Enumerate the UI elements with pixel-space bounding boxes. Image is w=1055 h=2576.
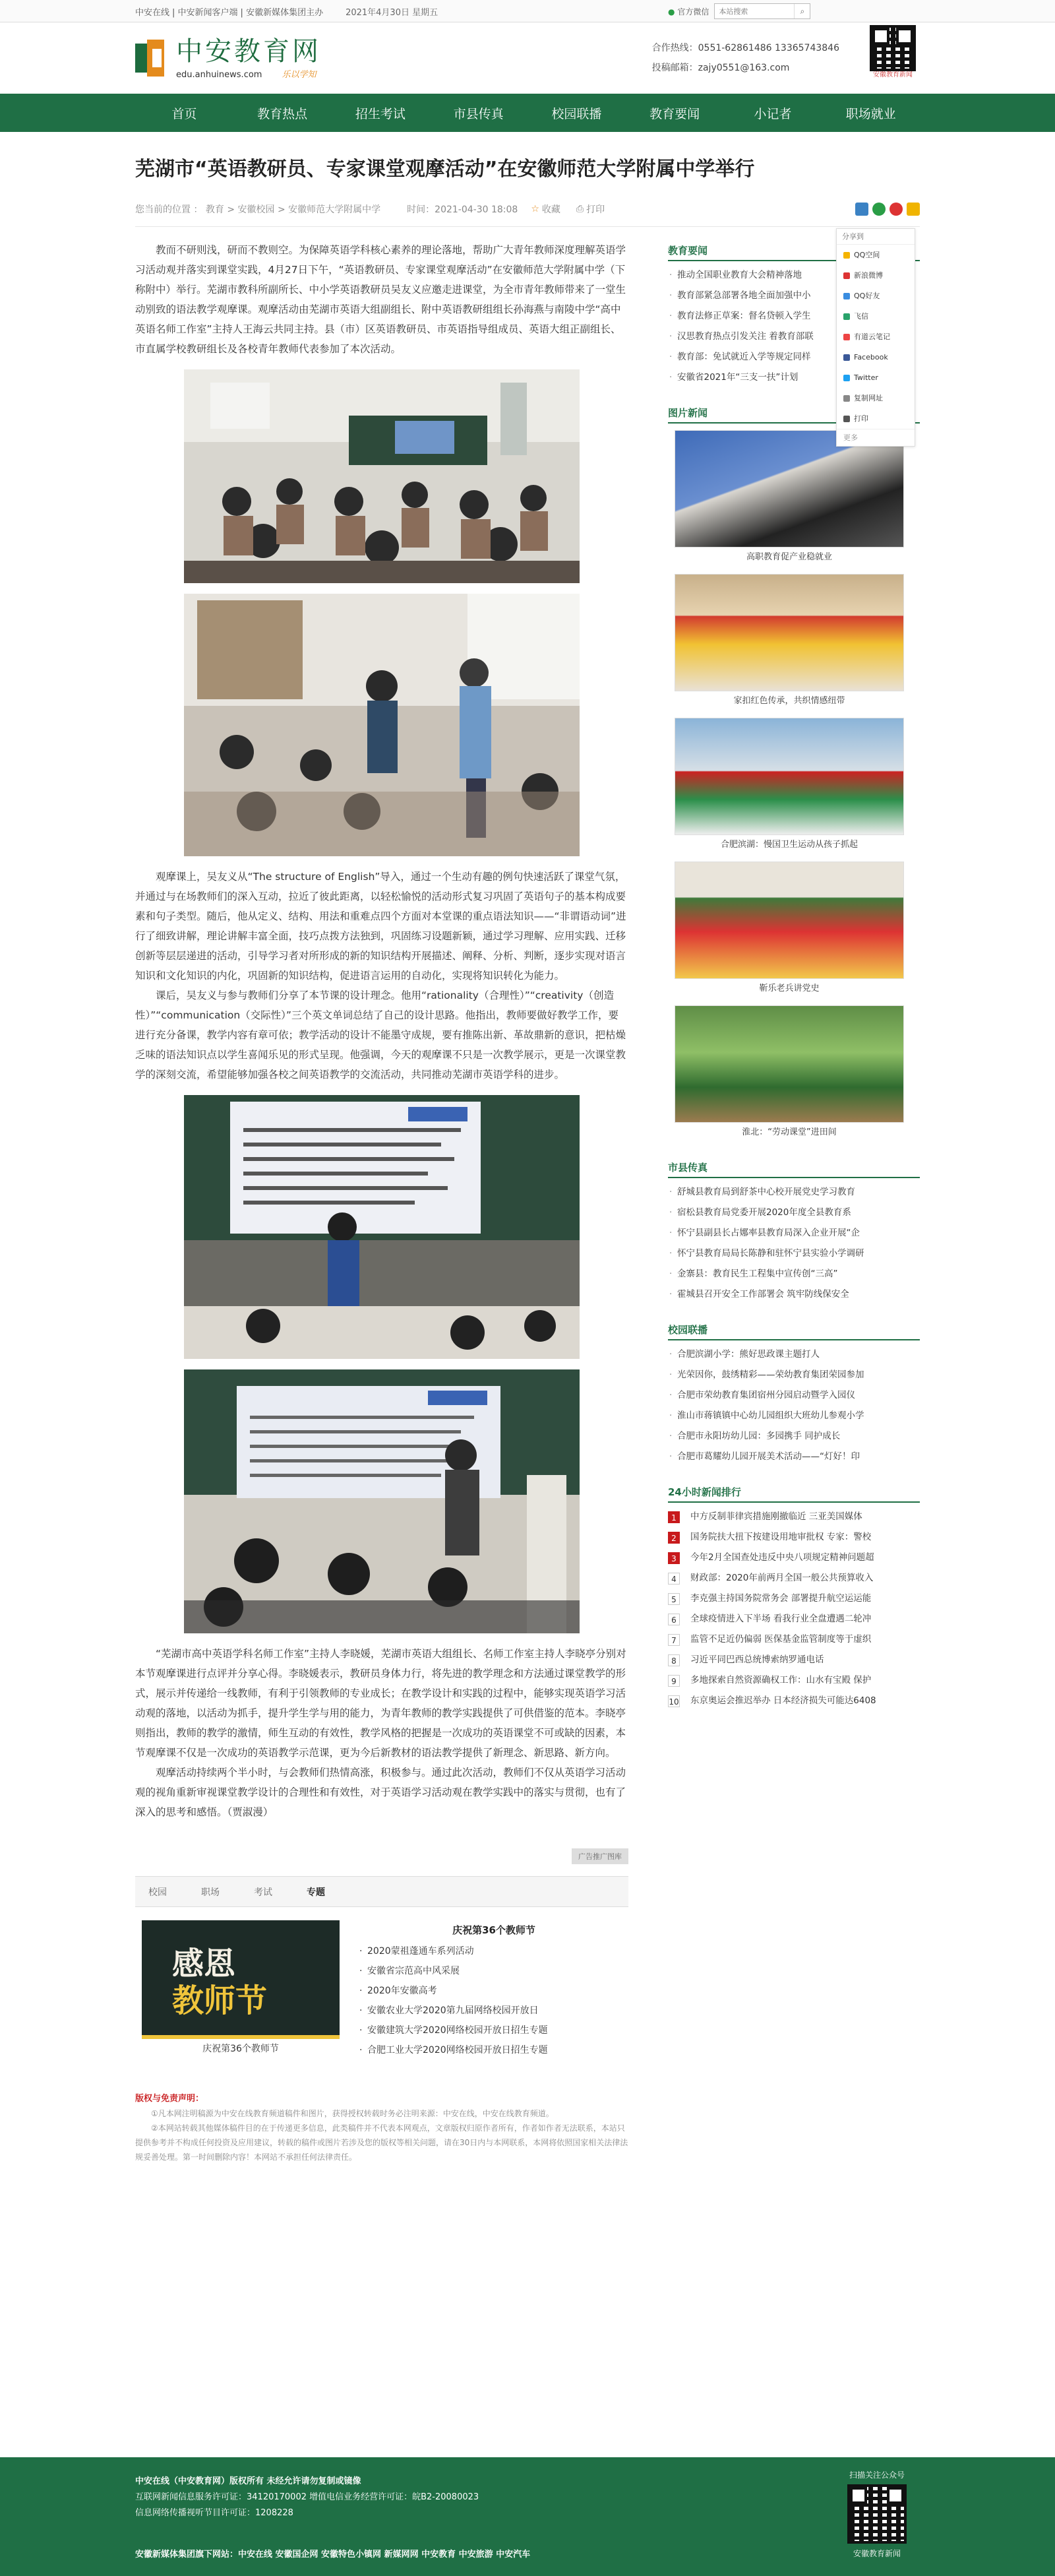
- contact-info: [652, 38, 839, 78]
- sidebar-news-item[interactable]: · 教育部：免试就近入学等规定同样: [668, 347, 920, 367]
- search-button[interactable]: [794, 4, 810, 18]
- fetion-icon: [843, 313, 850, 320]
- logo-mark-icon: [135, 40, 169, 77]
- top-bar: [0, 0, 1055, 22]
- sidebar-city-item[interactable]: · 怀宁县教育局局长陈静和驻怀宁县实验小学调研: [668, 1243, 920, 1264]
- qr-code-icon: [847, 2484, 907, 2544]
- rank-item[interactable]: [668, 1609, 920, 1629]
- photo-thumbnail: [675, 718, 904, 835]
- weibo-icon: [843, 272, 850, 279]
- youdao-icon: [843, 334, 850, 340]
- rank-number: 1: [668, 1511, 680, 1523]
- article-photo: [184, 369, 580, 583]
- special-list-item[interactable]: · 安徽省宗范高中风采展: [359, 1961, 628, 1981]
- sidebar-campus-item[interactable]: · 淮山市蒋镇镇中心幼儿园组织大班幼儿参观小学: [668, 1406, 920, 1426]
- email: 投稿邮箱：zajy0551@163.com: [651, 63, 790, 73]
- sidebar-photos: [668, 402, 920, 1143]
- sidebar-campus-item[interactable]: · 光荣因你，鼓绣精彩——荣幼教育集团荣园参加: [668, 1365, 920, 1385]
- ad-label-text: 广告推广图库: [572, 1848, 628, 1864]
- photo-news-item[interactable]: [675, 574, 904, 711]
- rank-item[interactable]: [668, 1670, 920, 1691]
- rank-title: 中方反制菲律宾措施刚撤临近 三亚美国媒体: [690, 1511, 862, 1522]
- sidebar-city-title[interactable]: 市县传真: [668, 1162, 708, 1174]
- star-icon: ☆: [531, 203, 539, 214]
- article-column: [135, 240, 628, 2164]
- sidebar-news-item[interactable]: · 汉思教育热点引发关注 着教育部联: [668, 327, 920, 347]
- main-wrap: [135, 153, 920, 2164]
- rank-title: 李克强主持国务院常务会 部署提升航空运运能: [690, 1593, 872, 1604]
- wechat-share-icon[interactable]: [872, 203, 886, 216]
- special-image[interactable]: [142, 1920, 340, 2039]
- top-links: 中安在线 | 中安新闻客户端 | 安徽新媒体集团主办: [135, 7, 324, 18]
- top-date: 2021年4月30日 星期五: [346, 7, 438, 18]
- rank-number: 5: [668, 1593, 680, 1605]
- special-list-item[interactable]: · 2020年安徽高考: [359, 1981, 628, 2001]
- favorite-label: 收藏: [541, 204, 560, 215]
- weixin-label: 官方微信: [677, 7, 709, 16]
- sidebar-campus-item[interactable]: · 合肥市葛耀幼儿园开展美术活动——“灯好！印: [668, 1447, 920, 1467]
- photo-caption: 高职教育促产业稳就业: [746, 552, 832, 562]
- article-body: [135, 240, 628, 1822]
- rank-title: 今年2月全国查处违反中央八项规定精神问题超: [690, 1552, 874, 1563]
- sidebar: [668, 240, 920, 2164]
- sidebar-campus-item[interactable]: · 合肥市永阳坊幼儿园：多园携手 同护成长: [668, 1426, 920, 1447]
- special-caption: 庆祝第36个教师节: [202, 2044, 279, 2054]
- footer-qr-title: 扫描关注公众号: [849, 2470, 905, 2480]
- facebook-icon: [843, 354, 850, 361]
- top-link[interactable]: 安徽新媒体集团主办: [246, 7, 324, 18]
- article-paragraph: 课后，吴友义与参与教师们分享了本节课的设计理念。他用“rationality（合理性）”“creativity（创造性）”“communication（交际性）”三个英文单词总结了自己的设计思路。他指出，教师要做好教学工作，要进行充分备课，教学内容有章可依；教学活动的设计不能墨守成规，要有推陈出新、革故鼎新的意识，把枯燥乏味的语法知识点以学生喜闻乐见的形式呈现。他强调，今天的观摩课不只是一次教学展示，更是一次课堂教学的深刻交流，希望能够加强各校之间英语教学的交流活动，共同推动芜湖市英语学科的进步。: [135, 990, 626, 1081]
- rank-item[interactable]: [668, 1588, 920, 1609]
- photo-thumbnail: [675, 574, 904, 691]
- rank-number: 6: [668, 1614, 680, 1625]
- site-header: [0, 22, 1055, 94]
- publish-time: 时间：2021-04-30 18:08: [407, 204, 518, 215]
- share-item-weibo[interactable]: [837, 265, 915, 286]
- share-item-qzone[interactable]: [837, 245, 915, 265]
- rank-item[interactable]: [668, 1650, 920, 1670]
- nav-item-home[interactable]: 首页: [171, 106, 197, 121]
- print-label: 打印: [586, 204, 605, 215]
- nav-item-career[interactable]: 职场就业: [845, 106, 896, 121]
- sidebar-city-item[interactable]: · 怀宁县副县长占娜率县教育局深入企业开展“企: [668, 1223, 920, 1243]
- qr-code-icon: [870, 25, 916, 71]
- rank-title: 东京奥运会推迟举办 日本经济损失可能达6408: [690, 1695, 876, 1706]
- logo-domain: edu.anhuinews.com: [176, 69, 262, 80]
- share-item-copy[interactable]: [837, 388, 915, 408]
- share-item-label: Twitter: [854, 373, 878, 382]
- nav-item-city[interactable]: 市县传真: [453, 106, 504, 121]
- sidebar-news-item[interactable]: · 教育法修正草案：督名贷顿入学生: [668, 306, 920, 327]
- footer-qr-caption: 安徽教育新闻: [853, 2549, 901, 2558]
- share-item-label: 复制网址: [854, 394, 883, 402]
- share-item-twitter[interactable]: [837, 367, 915, 388]
- rank-title: 国务院扶大扭下按建设用地审批权 专家：警校: [690, 1532, 872, 1542]
- link-icon: [843, 395, 850, 402]
- footer-nav[interactable]: 安徽新媒体集团旗下网站：中安在线 安徽国企网 安徽特色小镇网 新媒网网 中安教育 中安旅游 中安汽车: [135, 2550, 531, 2560]
- rank-number: 7: [668, 1634, 680, 1646]
- share-item-fetion[interactable]: [837, 306, 915, 327]
- qr-caption: 安徽教育新闻: [873, 71, 913, 79]
- sidebar-city-item[interactable]: · 霍城县召开安全工作部署会 筑牢防线保安全: [668, 1284, 920, 1305]
- special-list: [359, 1920, 628, 2060]
- tab-career[interactable]: 职场: [201, 1887, 220, 1898]
- header-qr: [866, 25, 920, 91]
- article-paragraph: 教而不研则浅，研而不教则空。为保障英语学科核心素养的理论落地，帮助广大青年教师深度理解英语学习活动观并落实到课堂实践，4月27日下午，“英语教研员、专家课堂观摩活动”在安徽师范大学附属中学（下称附中）举行。芜湖市教科所副所长、中小学英语教研员吴友义应邀走进课堂，为全市青年教师带来了一堂生动别致的语法教学观摩课。观摩活动由芜湖市英语大组副组长、附中英语教研组组长孙海燕与南陵中学“高中英语名师工作室”主持人王海云共同主持。县（市）区英语教研员、市英语指导组成员、英语大组正副组长、市直属学校教研组长及各校青年教师代表参加了本次活动。: [135, 244, 626, 355]
- rank-number: 2: [668, 1532, 680, 1544]
- top-link[interactable]: 中安新闻客户端: [177, 7, 238, 18]
- search-icon: ⌕: [800, 6, 805, 16]
- article-paragraph: 观摩课上，吴友义从“The structure of English”导入，通过一个生动有趣的例句快速活跃了课堂气氛，并通过与在场教师们的深入互动，拉近了彼此距离，以轻松愉悦的活动形式复习巩固了英语句子的基本构成要素和句子类型。随后，他从定义、结构、用法和重难点四个方面对本堂课的重点语法知识——“非谓语动词”进行了细致讲解，理论讲解丰富全面，技巧点拨方法独到，巩固练习设题新颖，通过学习理解、应用实践、迁移创新等层层递进的活动，引导学习者对所形成的新的知识结构开展描述、阐释、分析、判断，逐步实现对语言知识和文化知识的内化，巩固新的知识结构，促进语言运用的自动化，实现将知识转化为能力。: [135, 871, 626, 982]
- breadcrumb[interactable]: 您当前的位置 ： 教育 > 安徽校园 > 安徽师范大学附属中学: [135, 204, 381, 215]
- bottom-tabs: [135, 1876, 628, 2060]
- sidebar-city: [668, 1157, 920, 1305]
- sidebar-city-item[interactable]: · 舒城县教育局到舒茶中心校开展党史学习教育: [668, 1182, 920, 1203]
- rank-number: 9: [668, 1675, 680, 1687]
- photo-caption: 合肥滨湖：慢国卫生运动从孩子抓起: [720, 840, 858, 850]
- photo-thumbnail: [675, 862, 904, 979]
- article-meta: [135, 191, 920, 227]
- rank-title: 财政部：2020年前两月全国一般公共预算收入: [690, 1573, 874, 1583]
- footer-line: 信息网络传播视听节目许可证：1208228: [135, 2508, 293, 2518]
- rank-item[interactable]: [668, 1629, 920, 1650]
- sidebar-city-item[interactable]: · 宿松县教育局党委开展2020年度全县教育系: [668, 1203, 920, 1223]
- rank-number: 4: [668, 1573, 680, 1585]
- copyright-title: 版权与免责声明：: [135, 2094, 204, 2104]
- photo-caption: 淮北：“劳动课堂”进田间: [742, 1127, 837, 1137]
- photo-thumbnail: [675, 430, 904, 548]
- share-item-facebook[interactable]: [837, 347, 915, 367]
- rank-title: 监管不足近仍偏弱 医保基金监管制度等于虚织: [690, 1634, 872, 1645]
- special-image-line1: 感恩: [172, 1945, 236, 1982]
- top-link[interactable]: 中安在线: [135, 7, 170, 18]
- rank-title: 全球疫情进入下半场 看我行业全盘遭遇二轮冲: [690, 1614, 872, 1624]
- photo-caption: 靳乐老兵讲党史: [759, 984, 820, 993]
- footer-qr: [847, 2469, 907, 2559]
- rank-title: 习近平同巴西总统博索纳罗通电话: [690, 1654, 824, 1665]
- rank-title: 多地探索自然资源确权工作：山水有宝殿 保护: [690, 1675, 872, 1685]
- twitter-icon: [843, 375, 850, 381]
- share-item-label: 有道云笔记: [854, 332, 890, 341]
- share-item-label: QQ好友: [854, 292, 880, 300]
- nav-item-reporter[interactable]: 小记者: [754, 106, 792, 121]
- share-more[interactable]: 更多: [837, 429, 915, 446]
- tab-campus[interactable]: 校园: [148, 1887, 167, 1898]
- rank-item[interactable]: [668, 1507, 920, 1527]
- share-item-print[interactable]: [837, 408, 915, 429]
- print-button[interactable]: [576, 203, 605, 216]
- sidebar-rank: [668, 1482, 920, 1711]
- sidebar-news-item[interactable]: · 推动全国职业教育大会精神落地: [668, 265, 920, 286]
- footer-line: 中安在线（中安教育网）版权所有 未经允许请勿复制或镜像: [135, 2476, 361, 2486]
- logo-slogan: 乐以学知: [282, 69, 316, 80]
- printer-icon: ⎙: [576, 203, 584, 214]
- copyright-line: ②本网站转载其他媒体稿件目的在于传递更多信息，此类稿件并不代表本网观点，文章版权归原作者所有，作者如作者无法联系，本站只提供参考并不构成任何投资及应用建议，转载的稿件或图片若涉及您的版权等相关问题，请在30日内与本网联系，本网将依照国家相关法律法规妥善处理。第一时间删除内容！本网站不承担任何法律责任。: [135, 2123, 628, 2162]
- sidebar-news-title[interactable]: 教育要闻: [668, 245, 708, 257]
- tab-special[interactable]: 专题: [307, 1887, 325, 1898]
- share-item-label: Facebook: [854, 353, 888, 361]
- search-input[interactable]: [715, 4, 794, 18]
- weixin-link[interactable]: [668, 6, 709, 17]
- nav-item-exam[interactable]: 招生考试: [355, 106, 406, 121]
- copyright-notice: [135, 2092, 628, 2164]
- star-share-icon[interactable]: [907, 203, 920, 216]
- share-item-label: QQ空间: [854, 251, 880, 259]
- search-box: [714, 3, 810, 19]
- nav-item-campus[interactable]: 校园联播: [551, 106, 602, 121]
- special-panel: [135, 1907, 628, 2060]
- article-photo: [184, 594, 580, 856]
- special-list-item[interactable]: · 安徽建筑大学2020网络校园开放日招生专题: [359, 2021, 628, 2040]
- sidebar-campus: [668, 1319, 920, 1467]
- qq-icon: [843, 293, 850, 299]
- article-title: 芜湖市“英语教研员、专家课堂观摩活动”在安徽师范大学附属中学举行: [135, 158, 755, 181]
- article-photo: [184, 1369, 580, 1633]
- photo-news-item[interactable]: [675, 430, 904, 567]
- photo-caption: 家扣红色传承，共织情感纽带: [733, 696, 845, 706]
- share-item-qq[interactable]: [837, 286, 915, 306]
- hotline: 合作热线：0551-62861486 13365743846: [651, 43, 839, 53]
- site-footer: [0, 2457, 1055, 2576]
- share-popup: [836, 228, 915, 447]
- sidebar-news-item[interactable]: · 安徽省2021年“三支一扶”计划: [668, 367, 920, 388]
- copyright-line: ①凡本网注明稿源为中安在线教育频道稿件和图片，获得授权转载时务必注明来源：中安在线，中安在线教育频道。: [151, 2109, 554, 2118]
- tab-exam[interactable]: 考试: [254, 1887, 272, 1898]
- article-paragraph: 观摩活动持续两个半小时，与会教师们热情高涨，积极参与。通过此次活动，教师们不仅从英语学习活动观的视角重新审视课堂教学设计的合理性和有效性，对于英语学习活动观在教学实践中的落实与贯彻，也有了深入的思考和感悟。（贾淑漫）: [135, 1767, 626, 1818]
- main-nav: [0, 94, 1055, 132]
- wechat-icon: ●: [668, 7, 675, 16]
- article-photo: [184, 1095, 580, 1359]
- share-plus-icon[interactable]: [855, 203, 868, 216]
- rank-item[interactable]: [668, 1691, 920, 1711]
- share-icons: [855, 203, 920, 216]
- photo-news-item[interactable]: [675, 862, 904, 999]
- nav-item-news[interactable]: 教育要闻: [649, 106, 700, 121]
- share-item-label: 打印: [854, 414, 868, 423]
- favorite-button[interactable]: [531, 203, 560, 216]
- sidebar-photos-title[interactable]: 图片新闻: [668, 407, 708, 419]
- footer-line: 互联网新闻信息服务许可证：34120170002 增值电信业务经营许可证：皖B2-20080023: [135, 2492, 479, 2502]
- rank-number: 8: [668, 1654, 680, 1666]
- rank-number: 3: [668, 1552, 680, 1564]
- sidebar-campus-item[interactable]: · 合肥滨湖小学：熊好思政课主题打人: [668, 1344, 920, 1365]
- share-item-label: 飞信: [854, 312, 868, 321]
- logo-title: 中安教育网: [176, 36, 321, 67]
- rank-number: 10: [668, 1695, 680, 1707]
- site-logo[interactable]: [135, 37, 321, 80]
- sidebar-campus-title[interactable]: 校园联播: [668, 1324, 708, 1336]
- rank-item[interactable]: [668, 1568, 920, 1588]
- printer-icon: [843, 416, 850, 422]
- special-list-item[interactable]: · 安徽农业大学2020第九届网络校园开放日: [359, 2001, 628, 2021]
- share-item-label: 新浪微博: [854, 271, 883, 280]
- share-item-youdao[interactable]: [837, 327, 915, 347]
- qzone-icon: [843, 252, 850, 259]
- sidebar-rank-title: 24小时新闻排行: [668, 1486, 741, 1498]
- photo-news-item[interactable]: [675, 1005, 904, 1143]
- photo-news-item[interactable]: [675, 718, 904, 855]
- special-image-line2: 教师节: [172, 1982, 268, 2019]
- share-popup-header: 分享到: [837, 229, 915, 245]
- sidebar-city-item[interactable]: · 金寨县：教育民生工程集中宣传创“三高”: [668, 1264, 920, 1284]
- rank-item[interactable]: [668, 1527, 920, 1548]
- weibo-share-icon[interactable]: [889, 203, 903, 216]
- sidebar-campus-item[interactable]: · 合肥市荣幼教育集团宿州分园启动暨学入园仪: [668, 1385, 920, 1406]
- rank-item[interactable]: [668, 1548, 920, 1568]
- article-paragraph: “芜湖市高中英语学科名师工作室”主持人李晓媛，芜湖市英语大组组长、名师工作室主持人李晓亭分别对本节观摩课进行点评并分享心得。李晓媛表示，教研员身体力行，将先进的教学理念和方法通过课堂教学的形式，展示并传递给一线教师，有利于引领教师的专业成长；在教学设计和实践的过程中，能够实现英语学习活动观的落地，以活动为抓手，提升学生学与用的能力，为青年教师的教学实践提供了可供借鉴的范本。李晓亭则指出，教师的教学的激情，师生互动的有效性，教学风格的把握是一次成功的英语课堂不可或缺的因素，本节观摩课不仅是一次成功的英语教学示范课，更为今后新教材的语法教学提供了新理念、新思路、新方向。: [135, 1648, 626, 1759]
- sidebar-news-item[interactable]: · 教育部紧急部署各地全面加强中小: [668, 286, 920, 306]
- ad-label: [135, 1848, 628, 1864]
- photo-thumbnail: [675, 1005, 904, 1123]
- nav-item-hot[interactable]: 教育热点: [257, 106, 308, 121]
- special-list-title[interactable]: 庆祝第36个教师节: [452, 1924, 535, 1936]
- special-list-item[interactable]: · 2020蒙祖蓬通车系列活动: [359, 1941, 628, 1961]
- special-list-item[interactable]: · 合肥工业大学2020网络校园开放日招生专题: [359, 2040, 628, 2060]
